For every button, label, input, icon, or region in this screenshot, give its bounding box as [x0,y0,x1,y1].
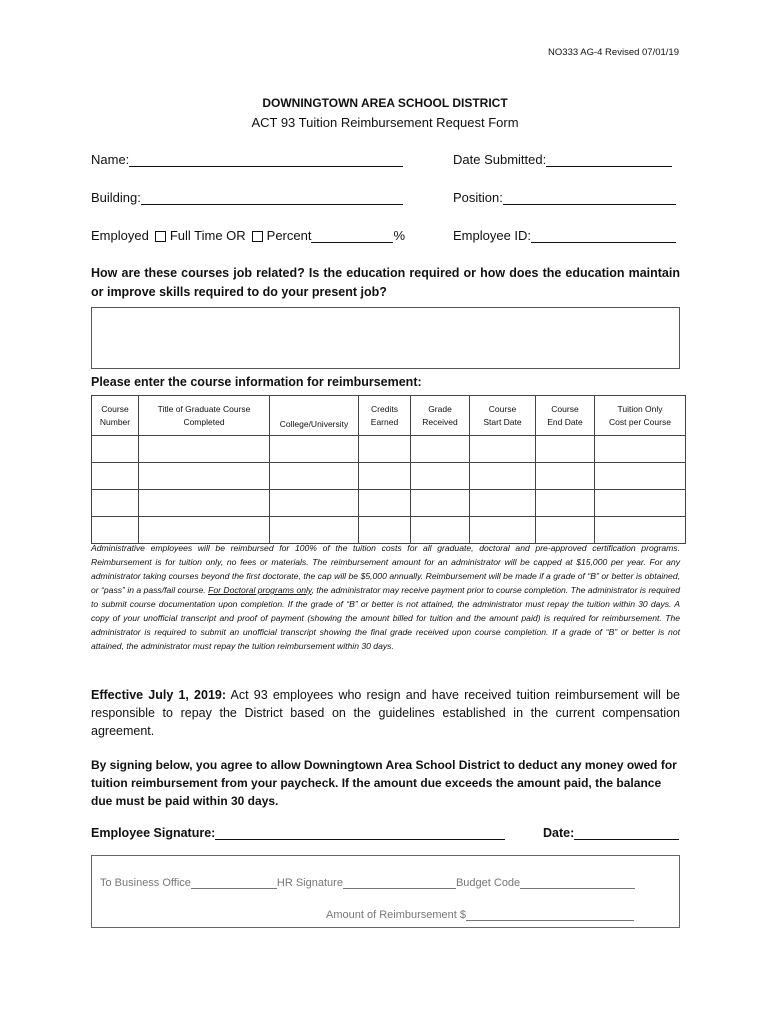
table-cell[interactable] [595,490,686,517]
table-cell[interactable] [139,436,270,463]
employee-signature-label: Employee Signature: [91,826,216,840]
effective-date-label: Effective July 1, 2019: [91,688,227,702]
table-cell[interactable] [92,436,139,463]
table-cell[interactable] [411,517,470,544]
table-cell[interactable] [536,490,595,517]
hr-signature-field[interactable] [343,877,456,889]
employee-signature-field[interactable] [215,826,505,840]
reimbursement-amount-label: Amount of Reimbursement $ [326,909,467,921]
job-relation-answer-box[interactable] [91,307,680,369]
table-row [92,490,686,517]
table-cell[interactable] [139,490,270,517]
table-row [92,436,686,463]
course-table [91,395,686,544]
table-cell[interactable] [270,517,359,544]
table-cell[interactable] [470,463,536,490]
table-cell[interactable] [139,517,270,544]
full-time-checkbox[interactable] [155,231,166,242]
form-title: ACT 93 Tuition Reimbursement Request Form [251,115,519,130]
to-business-office-field[interactable] [191,877,277,889]
signature-date-row [543,826,679,840]
table-cell[interactable] [270,463,359,490]
course-section-title: Please enter the course information for reimbursement: [91,375,422,389]
table-cell[interactable] [536,517,595,544]
reimbursement-policy-text: Administrative employees will be reimbursed for 100% of the tuition costs for all graduate, doctoral and pre-approved certification programs. Reimbursement is for tuition only, no fees or materials. The reimbursement amount for an administrator will be capped at $15,000 per year. For any administrator taking courses beyond the first doctorate, the cap will be $5,000 annually. Reimbursement will be made if a grade of “B” or better is obtained, or “pass” in a pass/fail course. For Doctoral programs only, the administrator may receive payment prior to course completion. The administrator is required to submit course documentation upon completion. If the grade of “B” or better is not attained, the administrator must repay the tuition within 30 days. A copy of your unofficial transcript and proof of payment (showing the amount billed for tuition and the amount paid) is required for reimbursement. The administrator is required to submit an unofficial transcript showing the final grade received upon course completion. If a grade of “B” or better is not attained, the administrator must repay the tuition reimbursement within 30 days. [91,543,680,651]
percent-label: Percent [266,228,312,243]
table-cell[interactable] [359,517,411,544]
column-header-credits: Credits Earned [359,396,411,436]
hr-signature-label: HR Signature [276,877,343,889]
percent-suffix: % [393,228,406,243]
employee-id-label: Employee ID: [453,228,532,243]
form-revision-code: NO333 AG-4 Revised 07/01/19 [548,47,679,58]
table-cell[interactable] [470,490,536,517]
to-business-office-label: To Business Office [100,877,191,889]
percent-field[interactable] [311,229,393,243]
table-cell[interactable] [411,463,470,490]
name-row [91,152,403,167]
payroll-deduction-consent: By signing below, you agree to allow Downingtown Area School District to deduct any money owed for tuition reimbursement from your paycheck. If the amount due exceeds the amount paid, the balance due must be paid within 30 days. [91,758,677,808]
name-label: Name: [91,152,130,167]
date-submitted-row [453,152,672,167]
office-use-row [100,877,635,889]
budget-code-label: Budget Code [455,877,521,889]
position-field[interactable] [503,191,676,205]
date-submitted-field[interactable] [546,153,672,167]
table-cell[interactable] [92,490,139,517]
building-field[interactable] [141,191,403,205]
table-cell[interactable] [270,436,359,463]
table-cell[interactable] [470,436,536,463]
employee-id-row [453,228,676,243]
column-header-end-date: Course End Date [536,396,595,436]
effective-date-paragraph: Effective July 1, 2019: Act 93 employees who resign and have received tuition reimbursement will be responsible to repay the District based on the guidelines established in the current compensation agreement. [91,688,680,738]
column-header-grade: Grade Received [411,396,470,436]
organization-name: DOWNINGTOWN AREA SCHOOL DISTRICT [262,96,508,110]
employee-signature-row [91,826,505,840]
position-row [453,190,676,205]
signature-date-field[interactable] [574,826,679,840]
table-cell[interactable] [595,463,686,490]
column-header-course-title: Title of Graduate Course Completed [139,396,270,436]
table-row [92,517,686,544]
job-relation-question: How are these courses job related? Is the education required or how does the education maintain or improve skills required to do your present job? [91,266,680,299]
employee-id-field[interactable] [531,229,676,243]
column-header-course-number: Course Number [92,396,139,436]
building-row [91,190,403,205]
course-table-header [92,396,686,436]
column-header-tuition-cost: Tuition Only Cost per Course [595,396,686,436]
table-cell[interactable] [359,436,411,463]
table-cell[interactable] [139,463,270,490]
position-label: Position: [453,190,503,205]
percent-checkbox[interactable] [252,231,263,242]
budget-code-field[interactable] [520,877,635,889]
table-cell[interactable] [411,490,470,517]
column-header-start-date: Course Start Date [470,396,536,436]
signature-date-label: Date: [543,826,575,840]
table-row [92,463,686,490]
table-cell[interactable] [411,436,470,463]
employment-row [91,228,405,243]
reimbursement-amount-field[interactable] [466,909,634,921]
full-time-label: Full Time OR [169,228,246,243]
building-label: Building: [91,190,141,205]
reimbursement-amount-row [326,909,634,921]
table-cell[interactable] [536,463,595,490]
employed-label: Employed [91,228,149,243]
table-cell[interactable] [470,517,536,544]
table-cell[interactable] [536,436,595,463]
table-cell[interactable] [92,517,139,544]
table-cell[interactable] [270,490,359,517]
name-field[interactable] [129,153,403,167]
table-cell[interactable] [359,463,411,490]
doctoral-programs-note: For Doctoral programs only [208,585,312,595]
table-cell[interactable] [359,490,411,517]
table-cell[interactable] [92,463,139,490]
table-cell[interactable] [595,436,686,463]
date-submitted-label: Date Submitted: [453,152,547,167]
column-header-college: College/University [270,396,359,436]
table-cell[interactable] [595,517,686,544]
